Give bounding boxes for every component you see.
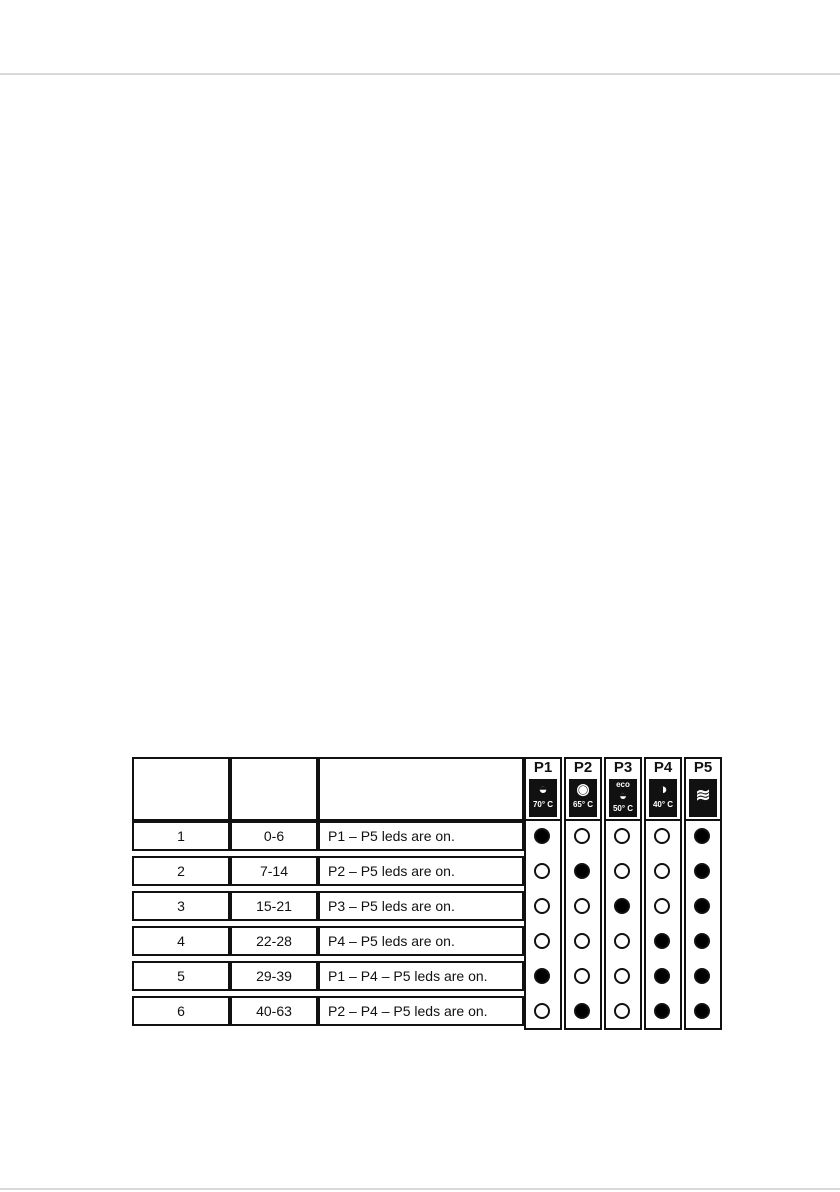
led-off-indicator [614, 933, 630, 949]
led-off-indicator [654, 863, 670, 879]
level-cell: 5 [132, 961, 230, 991]
led-off-indicator [654, 828, 670, 844]
table-row [132, 856, 524, 886]
program-temp: 40° C [652, 800, 674, 809]
program-label: P2 [573, 759, 593, 776]
range-cell: 22-28 [230, 926, 318, 956]
table-row [132, 821, 524, 851]
led-on-indicator [654, 933, 670, 949]
description-cell: P2 – P5 leds are on. [318, 856, 524, 886]
level-cell: 3 [132, 891, 230, 921]
led-on-indicator [694, 968, 710, 984]
led-off-indicator [574, 933, 590, 949]
glass-icon: ◑ 40° C [649, 779, 677, 817]
range-cell: 29-39 [230, 961, 318, 991]
led-column-p5 [684, 821, 722, 1030]
program-header-p1 [524, 757, 562, 821]
led-off-indicator [534, 863, 550, 879]
led-column-p2 [564, 821, 602, 1030]
led-on-indicator [694, 933, 710, 949]
led-on-indicator [534, 828, 550, 844]
led-off-indicator [574, 898, 590, 914]
range-cell: 40-63 [230, 996, 318, 1026]
table-row [132, 926, 524, 956]
description-cell: P1 – P5 leds are on. [318, 821, 524, 851]
pot-icon: ◒ 70° C [529, 779, 557, 817]
led-column-p1 [524, 821, 562, 1030]
header-cell-level [132, 757, 230, 821]
program-label: P1 [533, 759, 553, 776]
table-row [132, 996, 524, 1026]
led-on-indicator [654, 968, 670, 984]
header-cell-range [230, 757, 318, 821]
program-label: P4 [653, 759, 673, 776]
program-label: P5 [693, 759, 713, 776]
program-header-p2 [564, 757, 602, 821]
led-off-indicator [654, 898, 670, 914]
led-on-indicator [694, 1003, 710, 1019]
led-off-indicator [614, 968, 630, 984]
program-temp: 50° C [612, 804, 634, 813]
program-label: P3 [613, 759, 633, 776]
table-header [132, 757, 722, 821]
program-temp: 70° C [532, 800, 554, 809]
level-cell: 4 [132, 926, 230, 956]
eco-text: eco [616, 780, 630, 789]
level-cell: 2 [132, 856, 230, 886]
led-column-p4 [644, 821, 682, 1030]
description-cell: P4 – P5 leds are on. [318, 926, 524, 956]
table-row [132, 961, 524, 991]
description-cell: P1 – P4 – P5 leds are on. [318, 961, 524, 991]
program-header-p3 [604, 757, 642, 821]
level-cell: 6 [132, 996, 230, 1026]
led-off-indicator [614, 828, 630, 844]
eco-icon: eco ◒ 50° C [609, 779, 637, 817]
led-on-indicator [694, 863, 710, 879]
bottom-divider [0, 1188, 840, 1190]
range-cell: 0-6 [230, 821, 318, 851]
description-cell: P2 – P4 – P5 leds are on. [318, 996, 524, 1026]
header-cell-description [318, 757, 524, 821]
table-row [132, 891, 524, 921]
range-cell: 15-21 [230, 891, 318, 921]
led-off-indicator [534, 933, 550, 949]
led-off-indicator [574, 968, 590, 984]
led-on-indicator [614, 898, 630, 914]
plate-icon: ◉ 65° C [569, 779, 597, 817]
program-header-p4 [644, 757, 682, 821]
led-off-indicator [534, 898, 550, 914]
led-off-indicator [614, 863, 630, 879]
led-off-indicator [614, 1003, 630, 1019]
led-off-indicator [534, 1003, 550, 1019]
led-on-indicator [694, 898, 710, 914]
led-column-p3 [604, 821, 642, 1030]
top-divider [0, 73, 840, 75]
led-on-indicator [574, 863, 590, 879]
water-hardness-table [132, 757, 722, 1030]
program-header-p5 [684, 757, 722, 821]
led-on-indicator [534, 968, 550, 984]
led-on-indicator [694, 828, 710, 844]
description-cell: P3 – P5 leds are on. [318, 891, 524, 921]
prewash-icon: ≋ [689, 779, 717, 817]
level-cell: 1 [132, 821, 230, 851]
range-cell: 7-14 [230, 856, 318, 886]
led-on-indicator [574, 1003, 590, 1019]
led-on-indicator [654, 1003, 670, 1019]
program-temp: 65° C [572, 800, 594, 809]
led-off-indicator [574, 828, 590, 844]
